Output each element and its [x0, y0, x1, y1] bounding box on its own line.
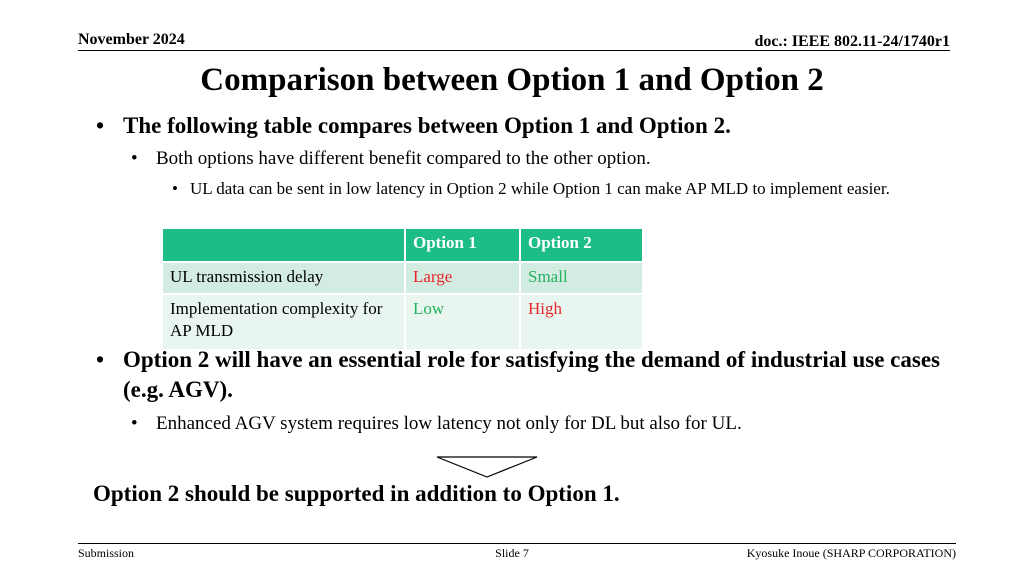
slide-title: Comparison between Option 1 and Option 2: [200, 62, 824, 98]
comparison-table: [161, 227, 644, 351]
footer-rule: [78, 543, 956, 544]
bullet-glyph: •: [131, 148, 138, 169]
conclusion-text: Option 2 should be supported in addition to Option 1.: [93, 481, 620, 506]
option1-value: Large: [405, 262, 520, 294]
table-header-cell: Option 1: [405, 228, 520, 262]
option2-value: High: [520, 294, 643, 350]
option1-value: Low: [405, 294, 520, 350]
bullet-glyph: •: [131, 413, 138, 434]
bullet-glyph: •: [96, 113, 105, 138]
row-label: UL transmission delay: [162, 262, 405, 294]
down-arrow-icon: [436, 456, 538, 478]
table-header-cell: [162, 228, 405, 262]
table-row: [162, 294, 643, 350]
table-header-row: [162, 228, 643, 262]
bullet-text: UL data can be sent in low latency in Option 2 while Option 1 can make AP MLD to implement easier.: [190, 179, 890, 198]
header-doc-id: doc.: IEEE 802.11-24/1740r1: [754, 33, 950, 50]
table-row: [162, 262, 643, 294]
row-label: Implementation complexity for AP MLD: [162, 294, 405, 350]
bullet-glyph: •: [172, 179, 178, 198]
header-date: November 2024: [78, 31, 185, 48]
footer-author: Kyosuke Inoue (SHARP CORPORATION): [746, 546, 956, 560]
bullet-text: The following table compares between Option 1 and Option 2.: [123, 113, 731, 138]
footer-slide-number: Slide 7: [495, 546, 529, 560]
bullet-text: Both options have different benefit compared to the other option.: [156, 148, 651, 169]
bullet-text: Option 2 will have an essential role for satisfying the demand of industrial use cases (e.g. AGV).: [123, 347, 940, 402]
header-rule: [78, 50, 950, 51]
bullet-text: Enhanced AGV system requires low latency not only for DL but also for UL.: [156, 413, 742, 434]
table-header-cell: Option 2: [520, 228, 643, 262]
bullet-glyph: •: [96, 347, 105, 372]
option2-value: Small: [520, 262, 643, 294]
footer-submission: Submission: [78, 546, 135, 560]
